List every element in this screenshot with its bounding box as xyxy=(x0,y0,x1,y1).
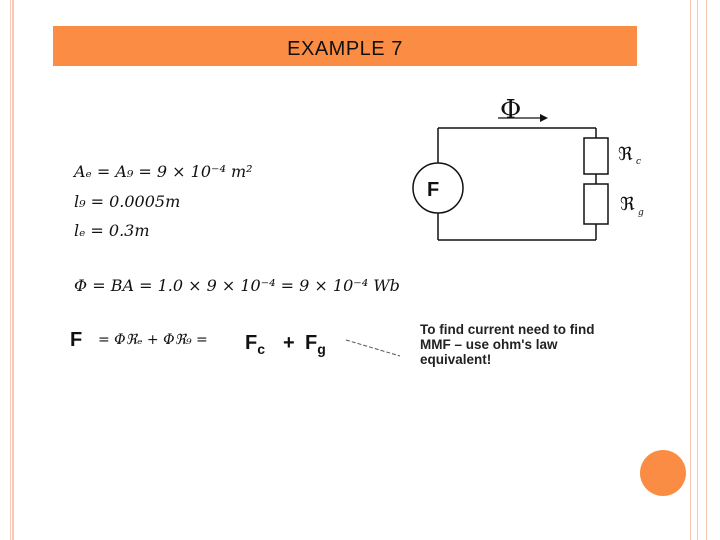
gap-reluctance-resistor xyxy=(584,184,608,224)
mmf-core-term xyxy=(245,332,265,357)
mmf-core-term-subscript: c xyxy=(257,341,266,357)
core-reluctance-resistor xyxy=(584,138,608,174)
rg-label: ℜ xyxy=(620,194,635,215)
magnetic-circuit-diagram xyxy=(400,90,660,260)
right-frame-line-3 xyxy=(706,0,707,540)
mmf-gap-term-subscript: g xyxy=(317,341,326,357)
left-frame-inner-line xyxy=(10,0,15,540)
right-frame-line-1 xyxy=(690,0,691,540)
mmf-core-term-symbol: F xyxy=(245,332,258,354)
rg-subscript: g xyxy=(638,208,644,218)
core-length-equation: lₑ = 0.3m xyxy=(74,221,150,240)
mmf-gap-term xyxy=(305,332,326,357)
note-text: To find current need to find MMF – use ohm's law equivalent! xyxy=(420,322,595,367)
pointer-line xyxy=(344,336,404,360)
mmf-plus: + xyxy=(283,332,295,354)
mmf-label: F xyxy=(70,329,83,351)
slide-title: EXAMPLE 7 xyxy=(287,38,403,60)
mmf-expression: = Φℜₑ + Φℜ₉ = xyxy=(98,332,208,348)
title-bar xyxy=(53,26,637,66)
flux-arrow-head xyxy=(540,114,548,122)
gap-length-equation: l₉ = 0.0005m xyxy=(74,192,181,211)
rc-label: ℜ xyxy=(618,144,633,165)
source-label: F xyxy=(427,179,440,201)
area-equation: Aₑ = A₉ = 9 × 10⁻⁴ m² xyxy=(74,162,253,181)
mmf-gap-term-symbol: F xyxy=(305,332,318,354)
right-frame-line-2 xyxy=(697,0,698,540)
flux-symbol: Φ xyxy=(500,95,522,125)
decorative-orange-circle xyxy=(640,450,686,496)
flux-equation: Φ = BA = 1.0 × 9 × 10⁻⁴ = 9 × 10⁻⁴ Wb xyxy=(74,276,400,295)
rc-subscript: c xyxy=(636,157,642,167)
